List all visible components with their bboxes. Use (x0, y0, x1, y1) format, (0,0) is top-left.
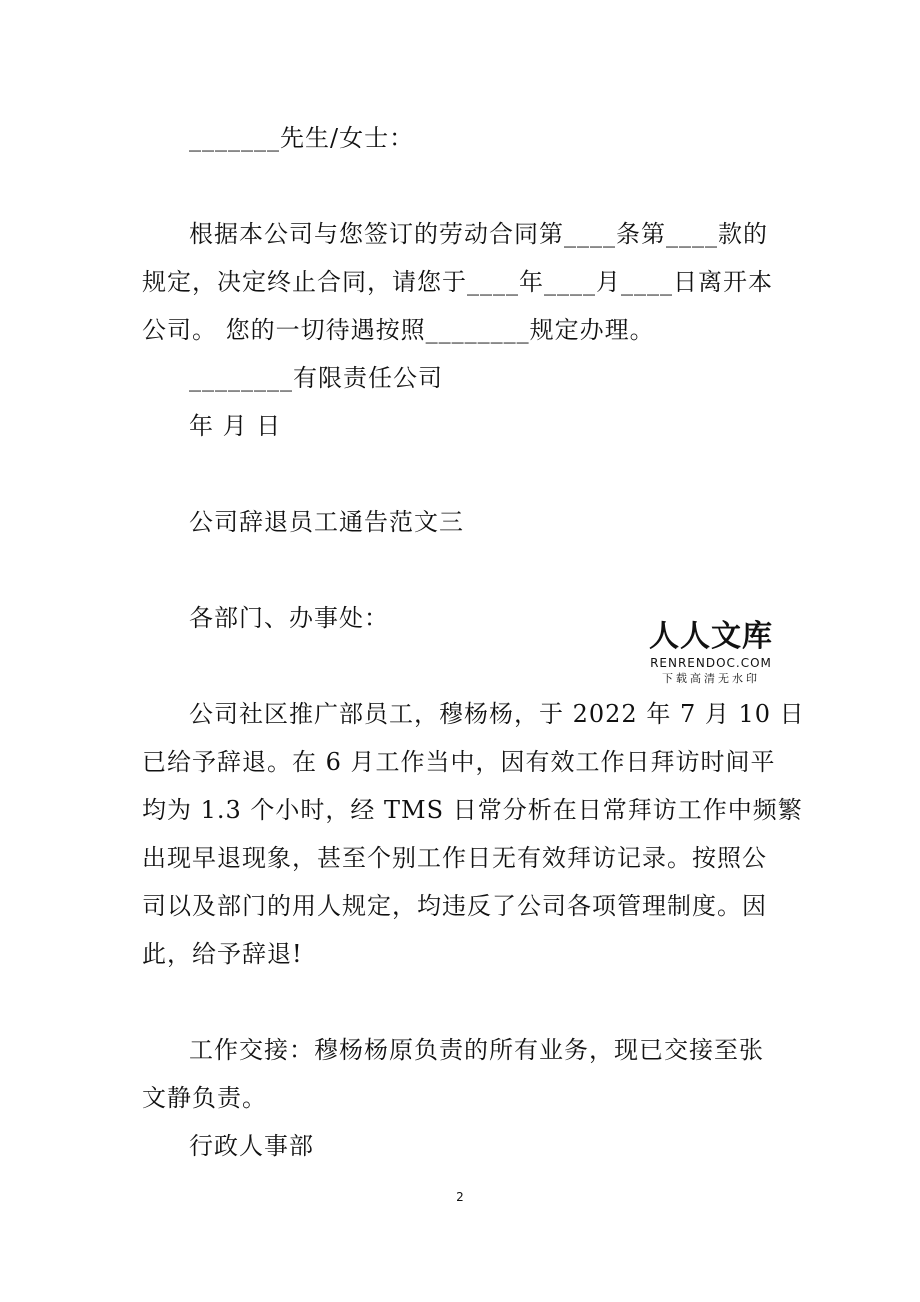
body-line-1: 根据本公司与您签订的劳动合同第____条第____款的 (189, 220, 768, 248)
handover-line-2: 文静负责。 (142, 1084, 267, 1112)
date-line: 年 月 日 (189, 412, 282, 440)
notice-line-2: 已给予辞退。在 6 月工作当中，因有效工作日拜访时间平 (142, 748, 776, 776)
body-line-3: 公司。 您的一切待遇按照________规定办理。 (142, 316, 655, 344)
watermark-title: 人人文库 (649, 619, 773, 654)
department-signature: 行政人事部 (189, 1132, 314, 1160)
recipient-line: 各部门、办事处： (189, 604, 389, 632)
page-number: 2 (456, 1190, 464, 1204)
notice-line-6: 此，给予辞退! (142, 940, 303, 968)
watermark-domain: RENRENDOC.COM (650, 656, 772, 670)
section-title: 公司辞退员工通告范文三 (189, 508, 464, 536)
notice-line-3: 均为 1.3 个小时，经 TMS 日常分析在日常拜访工作中频繁 (142, 796, 803, 824)
watermark-tagline: 下载高清无水印 (662, 672, 760, 685)
body-line-2: 规定，决定终止合同，请您于____年____月____日离开本 (142, 268, 773, 296)
notice-line-1: 公司社区推广部员工，穆杨杨，于 2022 年 7 月 10 日 (189, 700, 805, 728)
watermark-logo (646, 620, 776, 685)
company-signature-line: ________有限责任公司 (189, 364, 443, 392)
notice-line-4: 出现早退现象，甚至个别工作日无有效拜访记录。按照公 (142, 844, 767, 872)
handover-line-1: 工作交接：穆杨杨原负责的所有业务，现已交接至张 (189, 1036, 764, 1064)
notice-line-5: 司以及部门的用人规定，均违反了公司各项管理制度。因 (142, 892, 767, 920)
salutation-line: _______先生/女士： (189, 124, 415, 152)
